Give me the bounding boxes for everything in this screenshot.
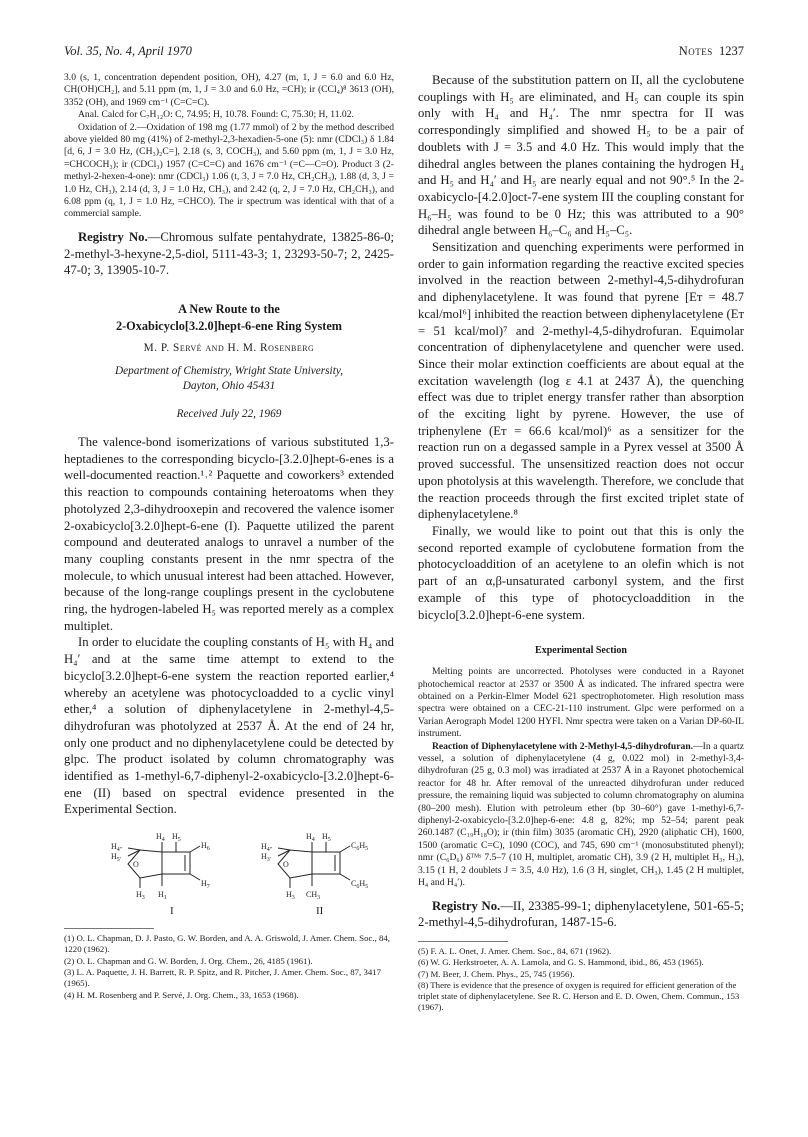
left-column: [64, 72, 394, 1001]
affiliation-line-1: Department of Chemistry, Wright State University,: [114, 364, 344, 377]
svg-text:H5: $H_5$: [322, 832, 331, 844]
svg-text:H7: $H_7$: [201, 879, 210, 891]
authors: M. P. Servé and H. M. Rosenberg: [143, 341, 315, 354]
title-line-1: A New Route to the: [178, 301, 280, 316]
svg-text:C6H5: $C_6H_5$: [351, 879, 369, 891]
footnote-3: (3) L. A. Paquette, J. H. Barrett, R. P. Spitz, and R. Pitcher, J. Amer. Chem. Soc., 87, 3417 (1965).: [64, 967, 382, 989]
registry-label: Registry No.: [78, 229, 148, 244]
structure-I-label: I: [170, 905, 174, 918]
svg-text:C6H5: $C_6H_5$: [351, 841, 369, 853]
page-number: 1237: [719, 44, 744, 58]
svg-text:H4″: $H_{4''}$: [111, 842, 123, 854]
footnote-5: (5) F. A. L. Onet, J. Amer. Chem. Soc., 84, 671 (1962).: [418, 945, 612, 956]
svg-text:H3: $H_3$: [286, 890, 295, 902]
structures-figure: [64, 826, 394, 918]
objective-paragraph: In order to elucidate the coupling constants of H₅ with H₄ and H₄′ and at the same time attempt to extend to the bicyclo[3.2.0]hept-6-ene system the reaction reported earlier,⁴ whereby an acetylene was photocycloadded to a cyclic vinyl ether,⁴ a solution of diphenylacetylene in 2-methyl-4,5-dihydrofuran was photolyzed at 2537 Å. At the end of 24 hr, only one product and no diphenylacetylene could be detected by glpc. The product isolated by column chromatography was identified as 1-methyl-6,7-diphenyl-2-oxabicyclo-[3.2.0]hept-6-ene (II) based on spectral evidence presented in the Experimental Section.: [64, 635, 394, 817]
footnote-1: (1) O. L. Chapman, D. J. Pasto, G. W. Borden, and A. A. Griswold, J. Amer. Chem. Soc., 84, 1220 (1962).: [64, 933, 390, 955]
right-column: [418, 72, 744, 1014]
structure-II-label: II: [316, 905, 324, 918]
received-date: Received July 22, 1969: [176, 407, 282, 420]
registry-label: Registry No.: [432, 898, 501, 913]
cyclobutene-ring-I: [162, 852, 190, 874]
page-header-right: [679, 44, 744, 59]
affiliation: [64, 364, 394, 394]
svg-text:CH3: $CH_3$: [306, 890, 321, 902]
procedure-text: —In a quartz vessel, a solution of diphenylacetylene (4 g, 0.022 mol) in 2-methyl-3,4-dihydrofuran (25 g, 0.3 mol) was irradiated at 2537 Å in a Rayonet photochemical reactor for 48 hr. After removal of the unreacted dihydrofuran under reduced pressure, the remaining liquid was subjected to column chromatography on alumina (80–200 mesh). Elution with petroleum ether (bp 30–60°) gave 1-methyl-6,7-diphenyl-2-oxabicyclo-[3.2.0]hep-6-ene: 4.8 g, 82%; mp 52–54; parent peak 260.1487 (C₁₉H₁₈O); ir (thin film) 3035 (aromatic CH), 2920 (aliphatic CH), 1600, 1500 (aromatic C=C), 1090 (COC), and 745, 690 cm⁻¹ (monosubstituted phenyl); nmr (C₆D₆) δᵀᴹˢ 7.5–7 (10 H, multiplet, aromatic CH), 3.9 (2 H, multiplet H₃, H₃), 3.15 (1 H, 2 doublets J = 3.5, 4.0 Hz), 1.6 (3 H, singlet, CH₃), 1.45 (2 H multiplet, H₄ and H₄′).: [418, 740, 744, 889]
svg-text:H4: $H_4$: [156, 832, 165, 844]
cyclobutene-ring-II: [312, 852, 340, 874]
svg-text:H4″: $H_{4''}$: [261, 842, 273, 854]
footnotes-left: [64, 933, 394, 1001]
svg-text:H3′: $H_{3'}$: [261, 852, 272, 864]
affiliation-line-2: Dayton, Ohio 45431: [182, 379, 276, 392]
registry-numbers: [418, 898, 744, 931]
footnote-2: (2) O. L. Chapman and G. W. Borden, J. Org. Chem., 26, 4185 (1961).: [64, 955, 313, 966]
title-line-2: 2-Oxabicyclo[3.2.0]hept-6-ene Ring System: [115, 318, 343, 333]
sensitization-paragraph: Sensitization and quenching experiments were performed in order to gain information regarding the reactive excited species involved in the reaction between 2-methyl-4,5-dihydrofuran and diphenylacetylene. It was found that pyrene [Eᴛ = 48.7 kcal/mol⁶] inhibited the reaction between diphenylacetylene (Eᴛ = 51 kcal/mol)⁷ and 2-methyl-4,5-dihydrofuran. Equimolar concentration of diphenylacetylene and quencher were used. Since their molar extinction coefficients are about equal at the excitation wavelength (log ε 4.1 at 2437 Å), the quenching effect was due to triplet energy transfer rather than absorption of the exciting light by pyrene. However, the use of triphenylene (Eᴛ = 66.6 kcal/mol)⁶ as a sensitizer for the reaction run on a degassed sample in a Pyrex vessel at 3500 Å proved successful. The unsensitized reaction does not occur upon photolysis at this wavelength. Therefore, we conclude that the reaction proceeds through the first excited triplet state of diphenylacetylene.⁸: [418, 240, 744, 522]
svg-text:H1: $H_1$: [158, 890, 167, 902]
footnote-rule: [418, 941, 508, 942]
svg-text:H5: $H_5$: [172, 832, 181, 844]
section-name: Notes: [678, 44, 713, 58]
svg-text:H6: $H_6$: [201, 841, 210, 853]
svg-text:O: O: [283, 860, 289, 870]
registry-text: —II, 23385-99-1; diphenylacetylene, 501-65-5; 2-methyl-4,5-dihydrofuran, 1487-15-6.: [418, 898, 744, 930]
footnote-rule: [64, 928, 154, 929]
footnote-7: (7) M. Beer, J. Chem. Phys., 25, 745 (1956).: [418, 968, 575, 979]
footnote-6: (6) W. G. Herkstroeter, A. A. Lamola, and G. S. Hammond, ibid., 86, 453 (1965).: [418, 957, 704, 968]
journal-citation: Vol. 35, No. 4, April 1970: [64, 44, 192, 58]
svg-text:O: O: [133, 860, 139, 870]
svg-text:H4: $H_4$: [306, 832, 315, 844]
svg-text:H3: $H_3$: [136, 890, 145, 902]
procedure-heading: Reaction of Diphenylacetylene with 2-Methyl-4,5-dihydrofuran.: [432, 740, 694, 752]
svg-text:H5′: $H_{5'}$: [111, 852, 122, 864]
previous-article-continuation: 3.0 (s, 1, concentration dependent position, OH), 4.27 (m, 1, J = 6.0 and 6.0 Hz, CH(OH)CH₂], and 5.11 ppm (m, 1, J = 3.0 and 6.0 Hz, =CH); ir (CCl₄)⁸ 3613 (OH), 3352 (OH), and 1969 cm⁻¹ (C=C=C).: [64, 72, 394, 108]
nmr-discussion-paragraph: Because of the substitution pattern on II, all the cyclobutene couplings with H₅ are eliminated, and H₅ can couple its spin only with H₄ and H₄′. The nmr spectra for II was correspondingly simplified and showed H₅ to be a pair of doublets with J = 3.5 and 4.0 Hz. This would imply that the dihedral angles between the planes containing the hydrogen H₄ and H₅ and H₄′ and H₅ are nearly equal and not 90°.⁵ In the 2-oxabicyclo-[4.2.0]oct-7-ene system III the coupling constant for H₆–H₅ was found to be 0 Hz; this was attributed to a 90° dihedral angle between H₆–C₆ and H₅–C₅.: [418, 73, 744, 238]
experimental-heading: Experimental Section: [535, 645, 627, 657]
oxidation-procedure: Oxidation of 2.—Oxidation of 198 mg (1.77 mmol) of 2 by the method described above yielded 80 mg (41%) of 2-methyl-2,3-hexadien-5-one (5): nmr (CDCl₃) δ 1.84 [d, 6, J = 3.0 Hz, (CH₃)₂C=], 2.18 (s, 3, COCH₃), and 5.60 ppm (m, 1, J = 3.0 Hz, =CHCOCH₃); ir (CDCl₃) 1957 (C=C=C) and 1676 cm⁻¹ (=C—C=O). Product 3 (2-methyl-2-hexen-4-one): nmr (CDCl₃) 1.06 (t, 3, J = 7.0 Hz, CH₂CH₃), 1.88 (d, 3, J = 1.0 Hz, CH₃), 2.14 (d, 3, J = 1.0 Hz, CH₃), and 2.42 (q, 2, J = 7.0 Hz, CH₂CH₃), and 6.08 ppm (q, 1, J = 1.0 Hz, =CHCO). The ir spectrum was identical with that of a commercial sample.: [64, 121, 394, 220]
conclusion-paragraph: Finally, we would like to point out that this is only the second reported example of cyclobutene formation from the photocycloaddition of an acetylene to an olefin which is not part of an α,β-unsaturated carbonyl system, and the first example of this type of photocycloaddition in the bicyclo[3.2.0]hept-6-ene system.: [418, 523, 744, 622]
registry-numbers-previous: [64, 229, 394, 279]
registry-text: —Chromous sulfate pentahydrate, 13825-86-0; 2-methyl-3-hexyne-2,5-diol, 5111-43-3; 1, 23293-50-7; 2, 2425-47-0; 3, 13905-10-7.: [64, 229, 395, 278]
structure-drawings: [64, 826, 394, 918]
experimental-general: Melting points are uncorrected. Photolyses were conducted in a Rayonet photochemical reactor at 2537 or 3500 Å as indicated. The infrared spectra were obtained on a Perkin-Elmer Model 621 spectrophotometer. High resolution mass spectra were obtained on a CEC-21-110 instrument. Glpc were performed on a Varian Aerograph Model 1200 HYFI. Nmr spectra were taken on a Varian DP-60-IL instrument.: [418, 666, 744, 740]
article-title: [64, 301, 394, 335]
elemental-analysis: Anal. Calcd for C₇H₁₂O: C, 74.95; H, 10.78. Found: C, 75.30; H, 11.02.: [78, 109, 354, 121]
running-header: [64, 44, 744, 60]
footnote-4: (4) H. M. Rosenberg and P. Servé, J. Org. Chem., 33, 1653 (1968).: [64, 989, 299, 1000]
experimental-procedure: [418, 741, 744, 890]
intro-paragraph: The valence-bond isomerizations of various substituted 1,3-heptadienes to the corresponding bicyclo-[3.2.0]hept-6-enes is a well-documented reaction.¹˒² Paquette and coworkers³ extended this reaction to compounds containing heteroatoms when they photolyzed 2,3-dihydrooxepin and recovered the valence isomer 2-oxabicyclo[3.2.0]hept-6-ene (I). Paquette utilized the parent compound and deuterated analogs to unravel a number of the many coupling constants present in the nmr spectra of the molecule, to which unusual interest had been attached. However, because of the long-range couplings present in the cyclobutene ring, the hydrogen-labeled H₅ was reported merely as a complex multiplet.: [64, 434, 394, 633]
footnote-8: (8) There is evidence that the presence of oxygen is required for efficient generation of the triplet state of diphenylacetylene. See R. C. Herson and E. D. Owen, Chem. Commun., 153 (1967).: [418, 979, 740, 1013]
footnotes-right: [418, 946, 744, 1014]
